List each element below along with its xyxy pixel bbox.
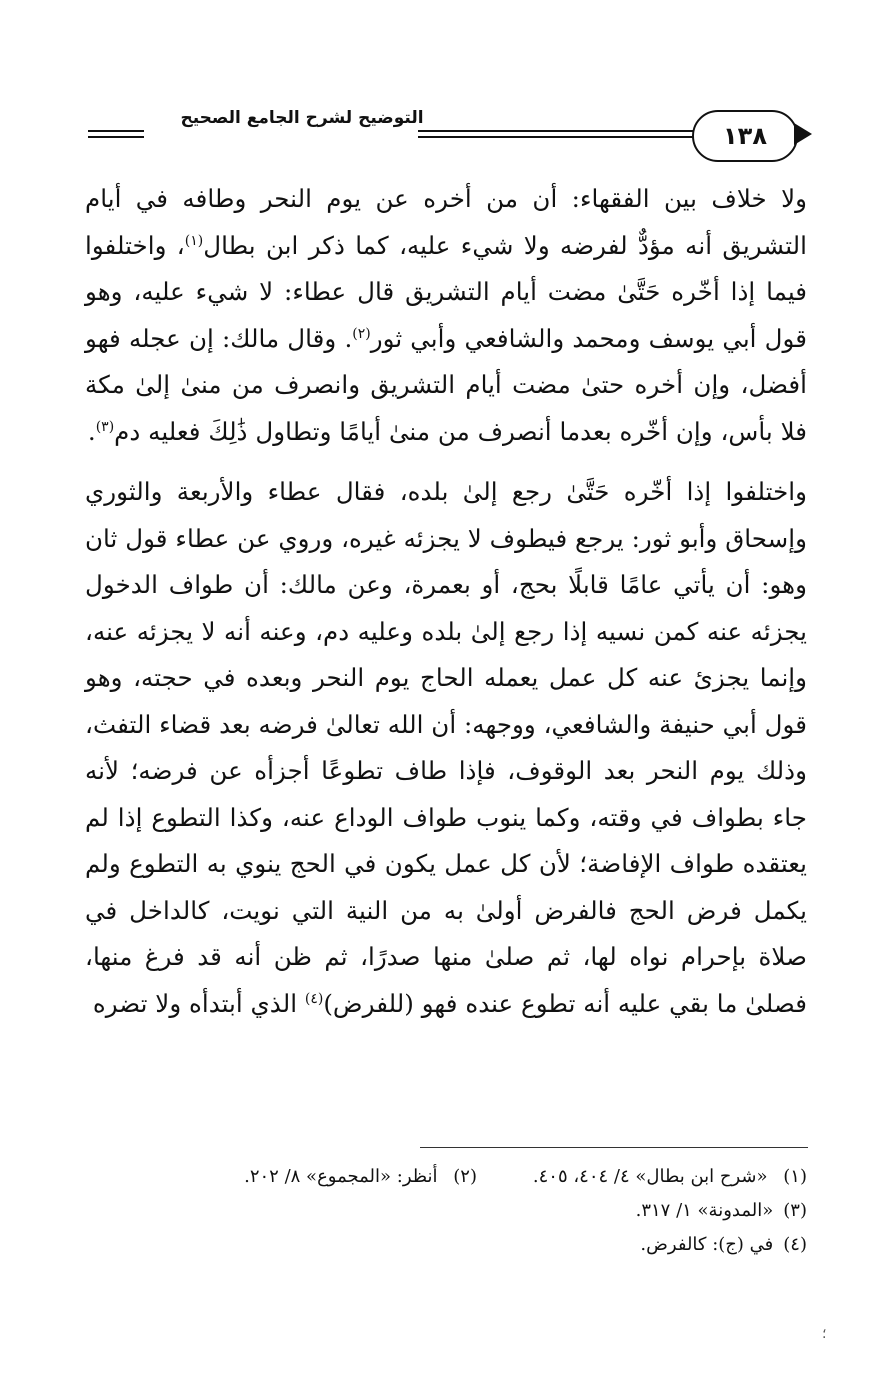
footnote-1 [477,1160,807,1194]
footnote-reference: (٢) [352,325,371,342]
footnote-text: «شرح ابن بطال» ٤/ ٤٠٤، ٤٠٥. [532,1166,768,1187]
paragraph-text: ، واختلفوا فيما إذا أخّره حَتَّىٰ مضت أيام التشريق قال عطاء: لا شيء عليه، وهو قول أبي يوسف ومحمد والشافعي وأبي ثور [85,230,807,353]
footnote-row [85,1160,807,1194]
running-title: التوضيح لشرح الجامع الصحيح [146,108,458,128]
footnote-number: (٤) [783,1234,807,1255]
body-paragraph [85,176,807,455]
header-rule-right [418,130,718,138]
page-number-badge [692,110,798,162]
footnote-number: (٣) [783,1200,807,1221]
footnote-number: (٢) [453,1166,477,1187]
footnote-number: (١) [783,1166,807,1187]
footnote-separator [420,1147,808,1148]
footnote-text: «المدونة» ١/ ٣١٧. [635,1200,774,1221]
paragraph-text: الذي أبتدأه ولا تضره [92,988,305,1018]
corner-mark: ؛ [822,1326,827,1342]
footnote-3 [85,1194,807,1228]
footnote-reference: (٤) [304,990,324,1007]
footnotes [85,1160,807,1262]
header-rule-left [88,130,144,138]
body-text [85,176,807,1027]
paragraph-text: . وقال مالك: إن عجله فهو أفضل، وإن أخره حتىٰ مضت أيام التشريق وانصرف من منىٰ إلىٰ مكة فلا بأس، وإن أخّره بعدما أنصرف من منىٰ أيامًا وتطاول ذَٰلِكَ فعليه دم [85,323,807,446]
header-ornament-arrow [794,123,812,145]
paragraph-text: ولا خلاف بين الفقهاء: أن من أخره عن يوم النحر وطافه في أيام التشريق أنه مؤدٌّ لفرضه ولا شيء عليه، كما ذكر ابن بطال [85,184,807,260]
body-paragraph [85,469,807,1027]
footnote-reference: (٣) [95,418,115,435]
page-number: ١٣٨ [723,122,767,150]
paragraph-text: واختلفوا إذا أخّره حَتَّىٰ رجع إلىٰ بلده، فقال عطاء والأربعة والثوري وإسحاق وأبو ثور: يرجع فيطوف لا يجزئه غيره، وروي عن عطاء قول ثان وهو: أن يأتي عامًا قابلًا بحج، أو بعمرة، وعن مالك: أن طواف الدخول يجزئه عنه كمن نسيه إذا رجع إلىٰ بلده وعليه دم، وعنه أنه لا يجزئه عنه، وإنما يجزئ عنه كل عمل يعمله الحاج يوم النحر وبعده في حجته، وهو قول أبي حنيفة والشافعي، ووجهه: أن الله تعالىٰ فرضه بعد قضاء التفث، وذلك يوم النحر بعد الوقوف، فإذا طاف تطوعًا أجزأه عن فرضه؛ لأنه جاء بطواف في وقته، وكما ينوب طواف الوداع عنه، وكذا التطوع إذا لم يعتقده طواف الإفاضة؛ لأن كل عمل يكون في الحج ينوي به التطوع ولم يكمل فرض الحج فالفرض أولىٰ به من النية التي نويت، كالداخل في صلاة بإحرام نواه لها، ثم صلىٰ منها صدرًا، ثم ظن أنه قد فرغ منها، فصلىٰ ما بقي عليه أنه تطوع عنده فهو (للفرض) [85,477,807,1018]
footnote-reference: (١) [184,232,204,249]
paragraph-text: . [87,416,96,446]
footnote-2 [244,1160,477,1194]
footnote-4 [85,1228,807,1262]
page-header [88,100,808,170]
footnote-text: أنظر: «المجموع» ٨/ ٢٠٢. [244,1166,438,1187]
footnote-text: في (ج): كالفرض. [640,1234,774,1255]
